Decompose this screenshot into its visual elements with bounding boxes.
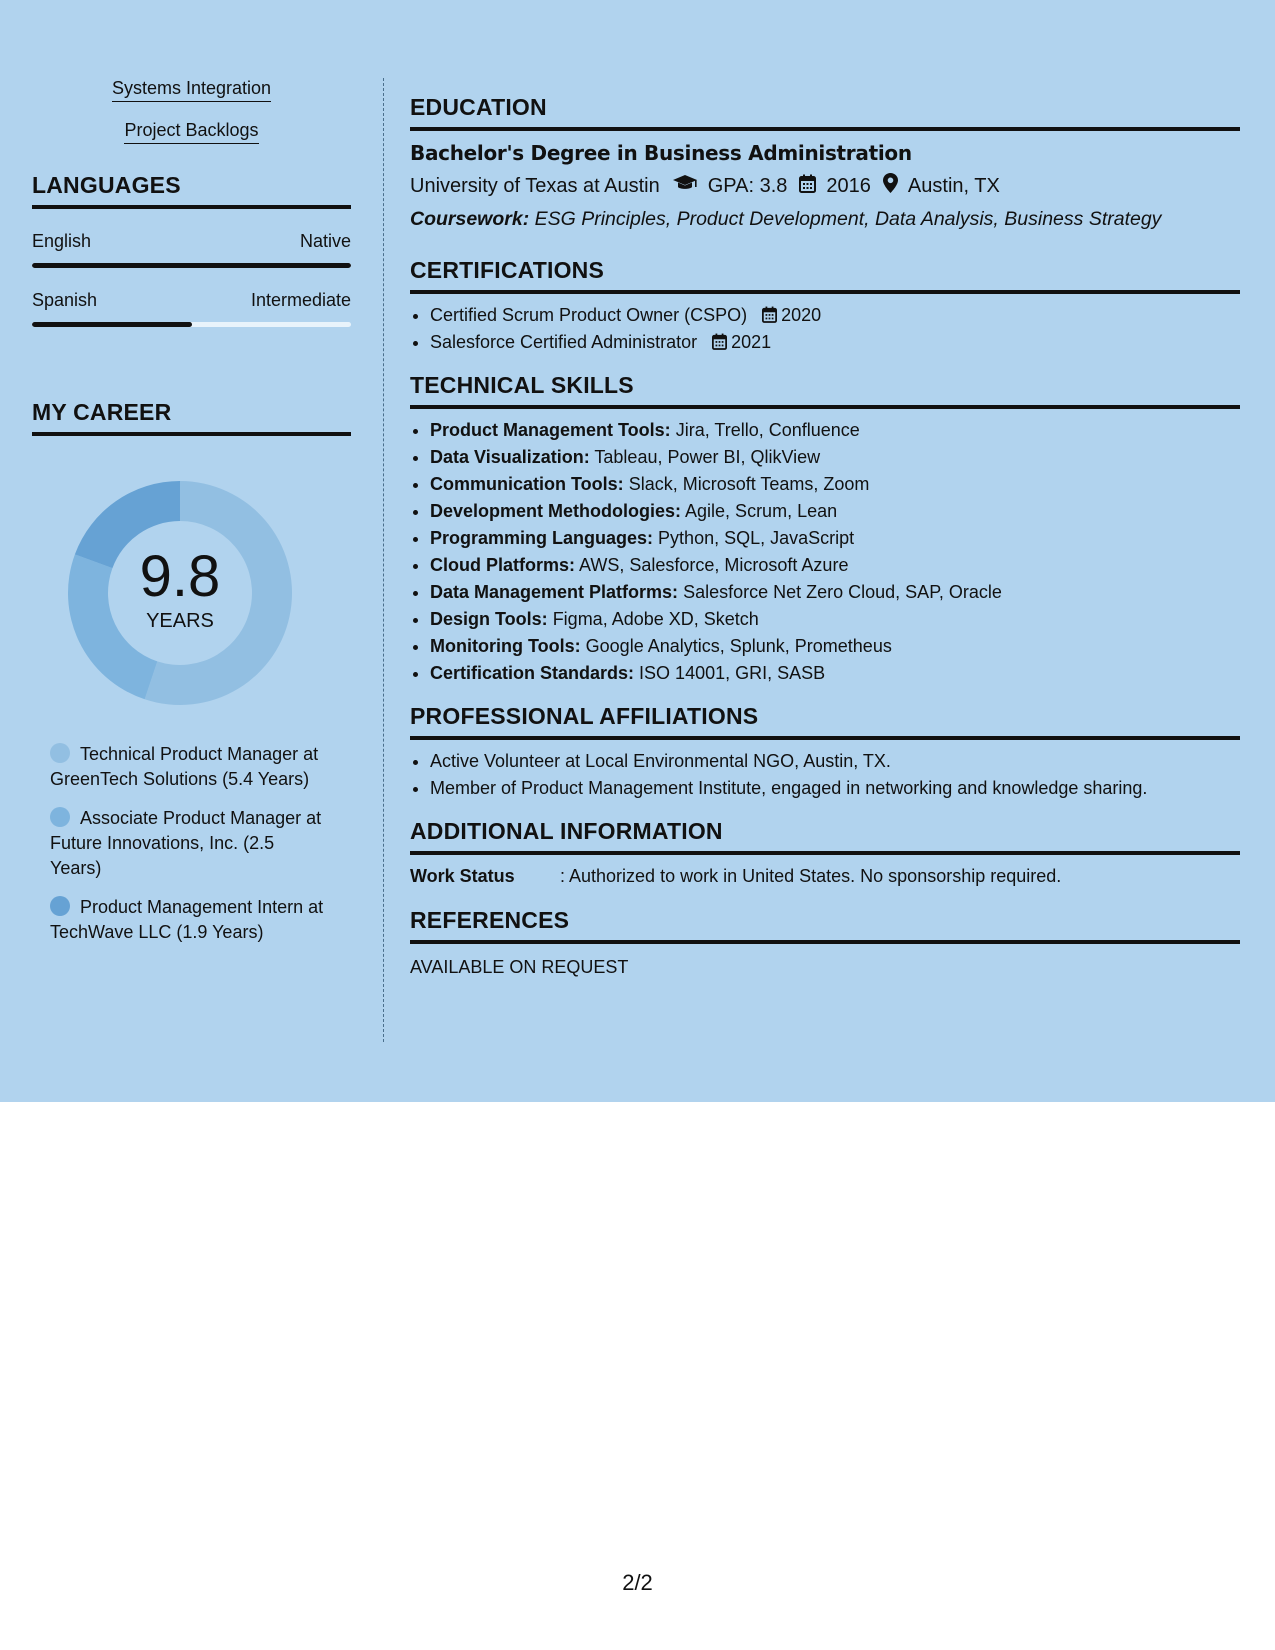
- technical-skills-heading: TECHNICAL SKILLS: [410, 372, 1240, 409]
- affiliation-item: • Active Volunteer at Local Environmental NGO, Austin, TX.: [430, 748, 1240, 775]
- graduation-year: 2016: [826, 174, 871, 197]
- legend-dot: [50, 896, 70, 916]
- language-level: Intermediate: [250, 290, 351, 310]
- certification-item: [430, 302, 1240, 329]
- education-meta: [410, 173, 1240, 199]
- language-proficiency-fill: [32, 263, 351, 268]
- career-legend: [50, 742, 330, 945]
- skill-item: • Programming Languages: Python, SQL, JavaScript: [430, 525, 1240, 552]
- page-number: 2/2: [622, 1570, 653, 1595]
- career-legend-item: [50, 895, 330, 945]
- education-heading: EDUCATION: [410, 94, 1240, 131]
- career-total-years: 9.8: [139, 543, 221, 609]
- language-item: [32, 290, 351, 327]
- work-status-row: [410, 866, 1240, 887]
- coursework-label: Coursework:: [410, 208, 530, 230]
- work-status-label: Work Status: [410, 866, 515, 886]
- affiliations-heading: PROFESSIONAL AFFILIATIONS: [410, 703, 1240, 740]
- left-column: [32, 78, 351, 959]
- skill-item: • Design Tools: Figma, Adobe XD, Sketch: [430, 606, 1240, 633]
- career-donut-chart: [65, 478, 295, 708]
- references-text: AVAILABLE ON REQUEST: [410, 957, 629, 977]
- coursework-list: ESG Principles, Product Development, Data Analysis, Business Strategy: [534, 208, 1162, 230]
- graduation-cap-icon: [672, 174, 698, 198]
- calendar-icon: [712, 333, 727, 350]
- certifications-list: [410, 302, 1240, 356]
- affiliations-list: [410, 748, 1240, 802]
- language-name: Spanish: [32, 290, 98, 310]
- skill-tag: Systems Integration: [112, 78, 271, 102]
- education-location: Austin, TX: [907, 174, 1000, 197]
- skill-item: • Monitoring Tools: Google Analytics, Splunk, Prometheus: [430, 633, 1240, 660]
- language-proficiency-bar: [32, 263, 351, 268]
- references-heading: REFERENCES: [410, 907, 1240, 944]
- degree-title: Bachelor's Degree in Business Administration: [410, 141, 912, 165]
- language-item: [32, 231, 351, 268]
- additional-info-heading: ADDITIONAL INFORMATION: [410, 818, 1240, 855]
- language-proficiency-bar: [32, 322, 351, 327]
- language-name: English: [32, 231, 92, 251]
- career-legend-item: [50, 806, 330, 881]
- certification-year: 2021: [712, 332, 771, 352]
- gpa: GPA: 3.8: [707, 174, 788, 197]
- skill-item: • Certification Standards: ISO 14001, GRI, SASB: [430, 660, 1240, 687]
- work-status-value: : Authorized to work in United States. No sponsorship required.: [560, 866, 1062, 886]
- career-role: Technical Product Manager at GreenTech Solutions (5.4 Years): [50, 744, 319, 789]
- certification-name: Certified Scrum Product Owner (CSPO): [430, 305, 748, 325]
- career-legend-item: [50, 742, 330, 792]
- legend-dot: [50, 743, 70, 763]
- skill-item: • Product Management Tools: Jira, Trello, Confluence: [430, 417, 1240, 444]
- skill-item: • Data Visualization: Tableau, Power BI, QlikView: [430, 444, 1240, 471]
- career-heading: MY CAREER: [32, 399, 351, 436]
- career-years-unit: YEARS: [146, 609, 214, 632]
- certification-item: [430, 329, 1240, 356]
- affiliation-item: • Member of Product Management Institute, engaged in networking and knowledge sharing.: [430, 775, 1240, 802]
- language-proficiency-fill: [32, 322, 192, 327]
- certification-name: Salesforce Certified Administrator: [430, 332, 698, 352]
- skill-item: • Development Methodologies: Agile, Scrum, Lean: [430, 498, 1240, 525]
- skill-item: • Data Management Platforms: Salesforce Net Zero Cloud, SAP, Oracle: [430, 579, 1240, 606]
- technical-skills-list: [410, 417, 1240, 687]
- map-pin-icon: [883, 173, 898, 199]
- skill-tag: Project Backlogs: [124, 120, 258, 144]
- school-name: University of Texas at Austin: [410, 174, 660, 197]
- column-divider: [383, 78, 384, 1042]
- right-column: [410, 94, 1240, 978]
- legend-dot: [50, 807, 70, 827]
- career-role: Associate Product Manager at Future Innovations, Inc. (2.5 Years): [50, 808, 322, 878]
- skill-item: • Cloud Platforms: AWS, Salesforce, Microsoft Azure: [430, 552, 1240, 579]
- calendar-icon: [762, 306, 777, 323]
- skill-item: • Communication Tools: Slack, Microsoft Teams, Zoom: [430, 471, 1240, 498]
- certifications-heading: CERTIFICATIONS: [410, 257, 1240, 294]
- coursework: [410, 208, 1240, 231]
- language-level: Native: [299, 231, 351, 251]
- certification-year: 2020: [762, 305, 821, 325]
- languages-heading: LANGUAGES: [32, 172, 351, 209]
- calendar-icon: [799, 174, 816, 199]
- career-role: Product Management Intern at TechWave LLC (1.9 Years): [50, 897, 324, 942]
